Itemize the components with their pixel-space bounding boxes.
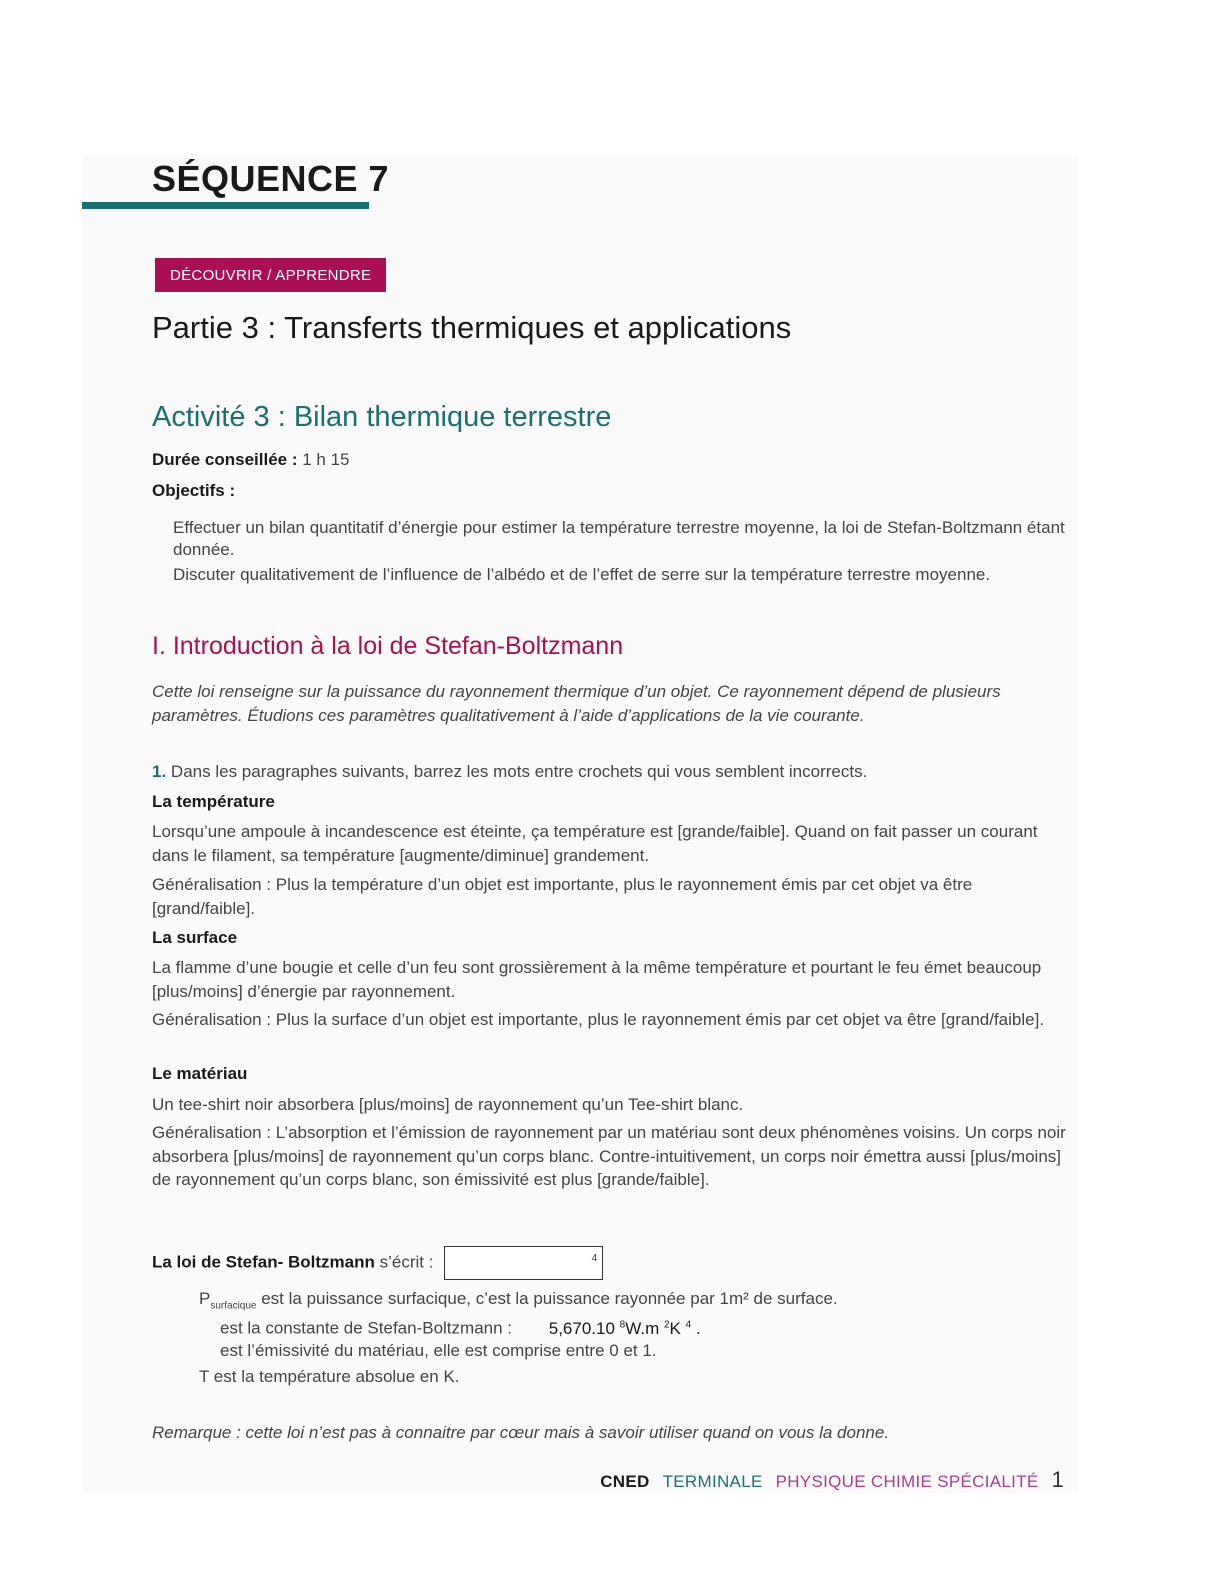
p-symbol: P [199, 1289, 211, 1308]
sigma-exponent: 8 [619, 1319, 626, 1330]
epsilon-definition: est l’émissivité du matériau, elle est comprise entre 0 et 1. [220, 1341, 657, 1360]
question-number: 1. [152, 762, 167, 781]
material-paragraph-2: Généralisation : L’absorption et l’émission de rayonnement par un matériau sont deux phénomènes voisins. Un corps noir absorbera [plus/moins] de rayonnement qu’un corps blanc. Contre-intuitivement, un corps noir émettra aussi [plus/moins] de rayonnement qu’un corps blanc, son émissivité est plus [grande/faible]. [152, 1123, 1066, 1189]
p-subscript: surfacique [210, 1300, 257, 1312]
heading-material: Le matériau [152, 1064, 248, 1083]
section-title: I. Introduction à la loi de Stefan-Boltzmann [152, 632, 624, 660]
sigma-unit: W.m [625, 1318, 660, 1338]
page-number: 1 [1051, 1467, 1064, 1492]
sigma-unit-exponent: 2 [663, 1319, 670, 1330]
section-tag: DÉCOUVRIR / APPRENDRE [155, 258, 386, 292]
temperature-paragraph-1: Lorsqu’une ampoule à incandescence est éteinte, ça température est [grande/faible]. Quand on fait passer un courant dans le filament, sa température [augmente/diminue] grandement. [152, 822, 1038, 865]
temperature-paragraph-2: Généralisation : Plus la température d’un objet est importante, plus le rayonnement émis par cet objet va être [grand/faible]. [152, 875, 973, 918]
sequence-underline [82, 202, 369, 209]
remark: Remarque : cette loi n’est pas à connaitre par cœur mais à savoir utiliser quand on vous la donne. [152, 1423, 890, 1442]
sequence-title: SÉQUENCE 7 [152, 158, 390, 199]
duration-value: 1 h 15 [302, 450, 350, 469]
law-label: La loi de Stefan- Boltzmann [152, 1252, 375, 1272]
surface-paragraph-1: La flamme d’une bougie et celle d’un feu sont grossièrement à la même température et pourtant le feu émet beaucoup [plus/moins] d’énergie par rayonnement. [152, 958, 1042, 1001]
law-label-rest: s’écrit : [374, 1252, 434, 1272]
formula-exponent: 4 [591, 1253, 598, 1264]
sigma-number: 5,670.10 [548, 1318, 615, 1338]
sigma-definition-text: est la constante de Stefan-Boltzmann : [220, 1318, 513, 1338]
sigma-end: . [695, 1318, 701, 1338]
objective-2: Discuter qualitativement de l’influence de l’albédo et de l’effet de serre sur la température terrestre moyenne. [173, 565, 991, 584]
sigma-value [549, 1319, 701, 1338]
question-text: Dans les paragraphes suivants, barrez les mots entre crochets qui vous semblent incorrects. [170, 762, 868, 781]
duration-label: Durée conseillée : [152, 450, 298, 469]
part-title: Partie 3 : Transferts thermiques et applications [152, 310, 792, 345]
t-definition: T est la température absolue en K. [199, 1367, 460, 1386]
heading-temperature: La température [152, 792, 275, 811]
objective-1: Effectuer un bilan quantitatif d’énergie pour estimer la température terrestre moyenne, la loi de Stefan-Boltzmann étant donnée. [173, 518, 1065, 559]
sigma-unit-kelvin: K [669, 1318, 681, 1338]
duration-line [152, 448, 350, 471]
surface-paragraph-2: Généralisation : Plus la surface d’un objet est importante, plus le rayonnement émis par cet objet va être [grand/faible]. [152, 1010, 1045, 1029]
material-paragraph-1: Un tee-shirt noir absorbera [plus/moins] de rayonnement qu’un Tee-shirt blanc. [152, 1095, 744, 1114]
heading-surface: La surface [152, 928, 238, 947]
section-intro: Cette loi renseigne sur la puissance du rayonnement thermique d’un objet. Ce rayonnement dépend de plusieurs paramètres. Étudions ces paramètres qualitativement à l’aide d’applications de la vie courante. [152, 682, 1001, 725]
objectives-label: Objectifs : [152, 481, 236, 500]
page-footer [587, 1467, 1064, 1493]
sigma-definition [220, 1313, 1070, 1340]
sigma-kelvin-exponent: 4 [685, 1319, 692, 1330]
footer-level: TERMINALE [662, 1472, 763, 1491]
p-definition-text: est la puissance surfacique, c’est la puissance rayonnée par 1m² de surface. [256, 1289, 838, 1308]
question-1 [152, 760, 1062, 783]
footer-brand: CNED [600, 1472, 650, 1491]
law-line [152, 1246, 603, 1280]
footer-subject: PHYSIQUE CHIMIE SPÉCIALITÉ [775, 1472, 1039, 1491]
activity-title: Activité 3 : Bilan thermique terrestre [152, 401, 612, 433]
formula-answer-box[interactable] [444, 1246, 603, 1280]
